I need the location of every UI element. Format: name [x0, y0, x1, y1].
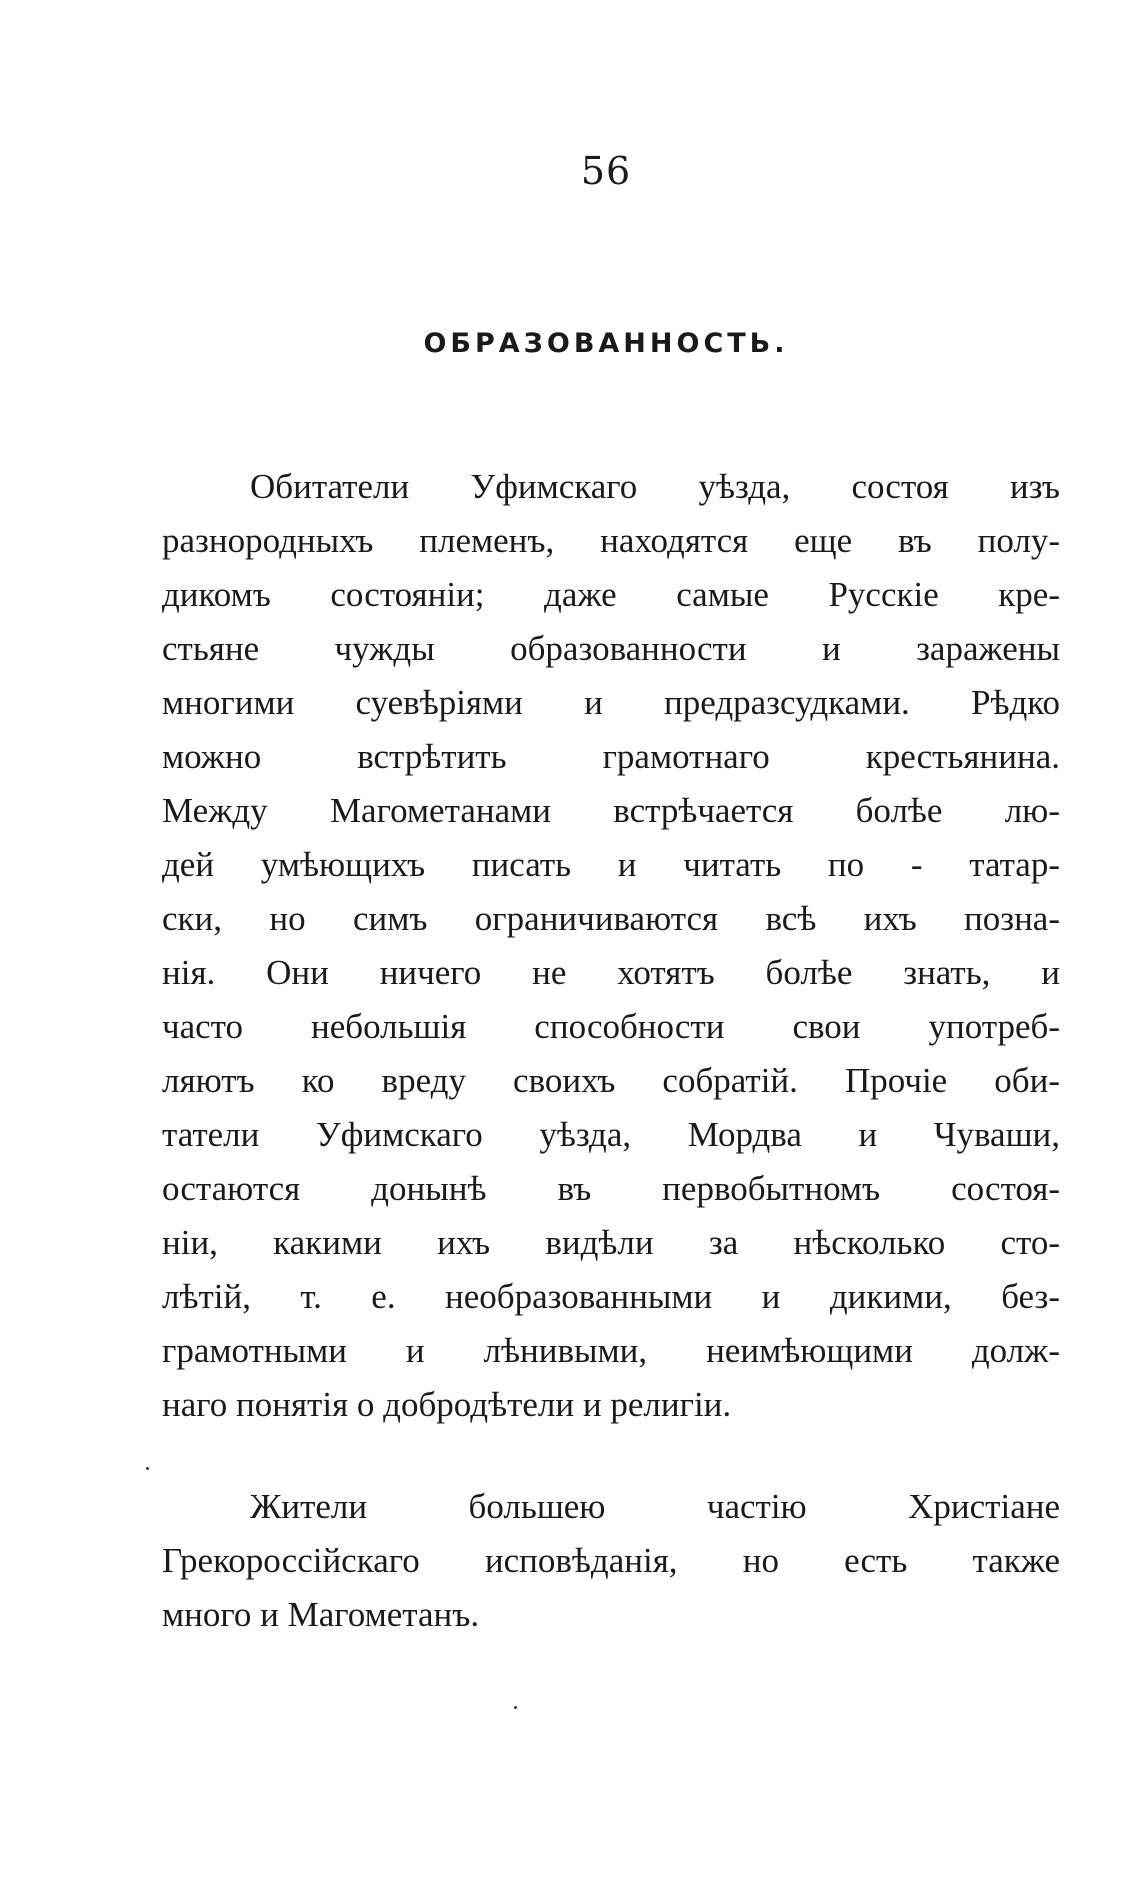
text-line: ляютъ ко вреду своихъ собратій. Прочіе оби- [162, 1061, 1060, 1100]
text-line: наго понятія о добродѣтели и религіи. [162, 1385, 732, 1424]
text-line: можно встрѣтить грамотнаго крестьянина. [162, 737, 1060, 776]
paragraph-religion [162, 1480, 1060, 1642]
text-line: многими суевѣріями и предразсудками. Рѣдко [162, 683, 1060, 722]
text-line: Грекороссійскаго исповѣданія, но есть также [162, 1541, 1060, 1580]
text-line: много и Магометанъ. [162, 1595, 480, 1634]
text-line: разнородныхъ племенъ, находятся еще въ полу- [162, 521, 1060, 560]
text-line: грамотными и лѣнивыми, неимѣющими долж- [162, 1331, 1060, 1370]
print-speck [514, 1706, 517, 1709]
text-line: ніи, какими ихъ видѣли за нѣсколько сто- [162, 1223, 1060, 1262]
text-line: ски, но симъ ограничиваются всѣ ихъ позна- [162, 899, 1060, 938]
text-line: Обитатели Уфимскаго уѣзда, состоя изъ [250, 467, 1060, 506]
text-line: дей умѣющихъ писать и читать по - татар- [162, 845, 1060, 884]
section-title: ОБРАЗОВАННОСТЬ. [423, 328, 789, 359]
text-line: часто небольшія способности свои употреб- [162, 1007, 1060, 1046]
text-line: лѣтій, т. е. необразованными и дикими, без- [162, 1277, 1060, 1316]
text-line: Жители большею частію Христіане [250, 1487, 1060, 1526]
text-line: Между Магометанами встрѣчается болѣе лю- [162, 791, 1060, 830]
text-line: татели Уфимскаго уѣзда, Мордва и Чуваши, [162, 1115, 1060, 1154]
text-line: стьяне чужды образованности и заражены [162, 629, 1060, 668]
paragraph-education [162, 460, 1060, 1432]
text-line: остаются донынѣ въ первобытномъ состоя- [162, 1169, 1060, 1208]
text-line: дикомъ состояніи; даже самые Русскіе кре- [162, 575, 1060, 614]
print-speck [146, 1467, 149, 1470]
page-number: 56 [580, 149, 632, 193]
text-line: нія. Они ничего не хотятъ болѣе знать, и [162, 953, 1060, 992]
